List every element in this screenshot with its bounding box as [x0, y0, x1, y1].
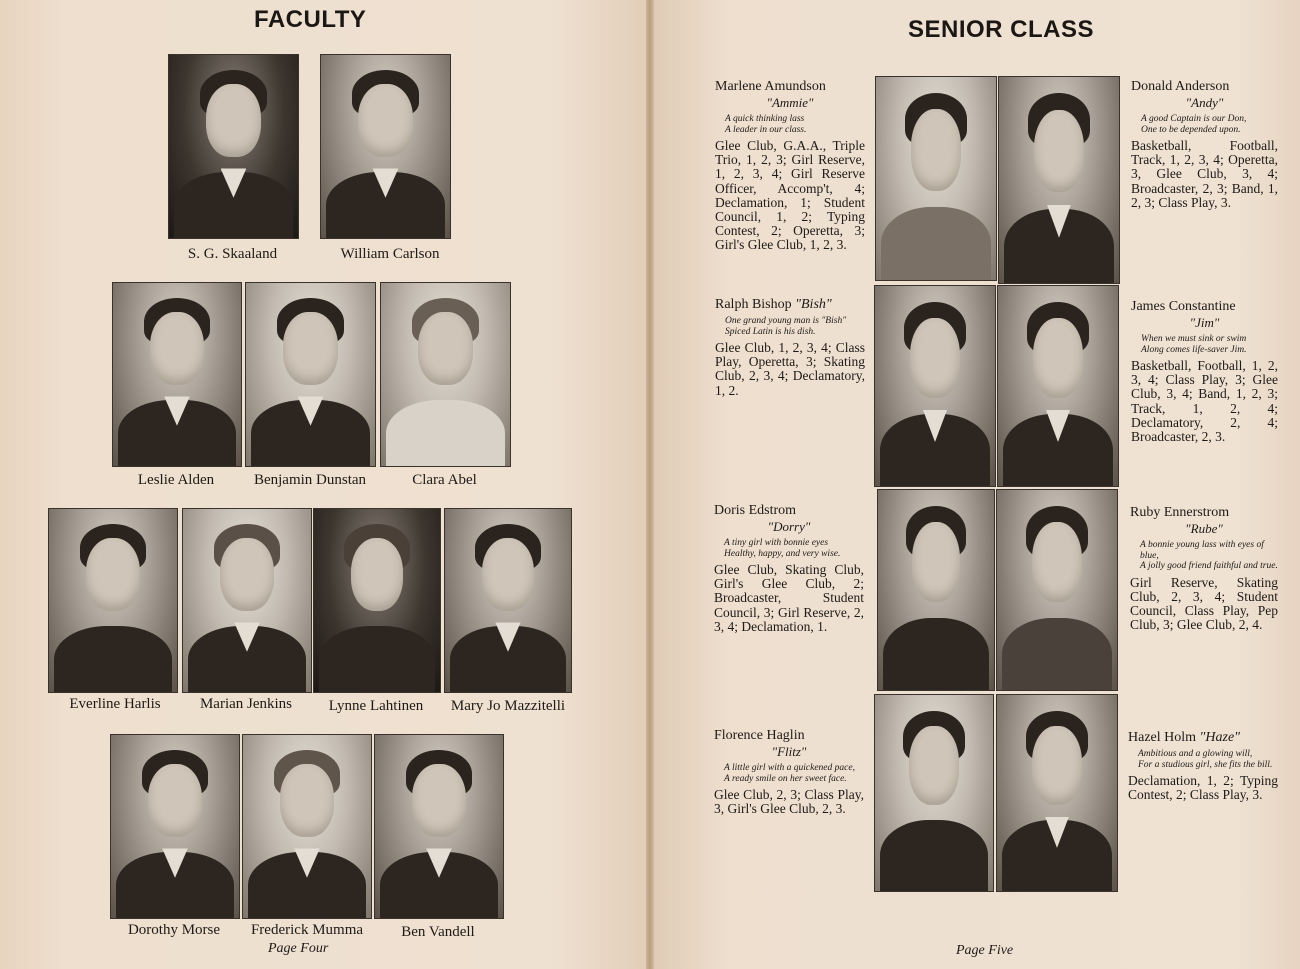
- faculty-portrait: [168, 54, 299, 239]
- senior-verse: One grand young man is "Bish" Spiced Latin is his dish.: [725, 316, 847, 337]
- faculty-name: Everline Harlis: [69, 696, 161, 712]
- faculty-portrait: [48, 508, 178, 693]
- faculty-portrait: [110, 734, 240, 919]
- senior-portrait: [874, 285, 996, 487]
- faculty-name: S. G. Skaaland: [187, 246, 278, 262]
- faculty-name: Marian Jenkins: [199, 696, 293, 712]
- senior-activities: Declamation, 1, 2; Typing Contest, 2; Class Play, 3.: [1128, 773, 1278, 803]
- senior-activities: Glee Club, 2, 3; Class Play, 3, Girl's Glee Club, 2, 3.: [714, 787, 864, 817]
- faculty-name: Mary Jo Mazzitelli: [450, 698, 566, 714]
- faculty-portrait: [112, 282, 242, 467]
- faculty-portrait: [242, 734, 372, 919]
- senior-verse: A bonnie young lass with eyes of blue, A jolly good friend faithful and true.: [1140, 540, 1278, 571]
- faculty-name: Ben Vandell: [401, 924, 475, 940]
- senior-name: Hazel Holm "Haze": [1128, 730, 1241, 745]
- senior-nickname: "Rube": [1185, 521, 1223, 536]
- senior-entry: [715, 296, 865, 398]
- senior-nickname: "Jim": [1189, 315, 1220, 330]
- senior-verse: A quick thinking lass A leader in our class.: [725, 114, 807, 135]
- senior-entry: [1128, 729, 1278, 802]
- faculty-name: Lynne Lahtinen: [328, 698, 424, 714]
- senior-portrait: [877, 489, 995, 691]
- senior-activities: Glee Club, Skating Club, Girl's Glee Club, 2; Broadcaster, Student Council, 3; Girl Reserve, 2, 3, 4; Declamation, 1.: [714, 562, 864, 634]
- senior-nickname: "Andy": [1185, 95, 1224, 110]
- faculty-name: Frederick Mumma: [250, 922, 364, 938]
- senior-verse: A good Captain is our Don, One to be depended upon.: [1141, 114, 1247, 135]
- senior-portrait: [874, 694, 994, 892]
- senior-name: Marlene Amundson: [715, 79, 826, 94]
- senior-nickname: "Flitz": [771, 744, 807, 759]
- faculty-name: Benjamin Dunstan: [253, 472, 367, 488]
- senior-portrait: [998, 76, 1120, 284]
- faculty-portrait: [380, 282, 511, 467]
- faculty-name: William Carlson: [340, 246, 440, 262]
- senior-verse: A tiny girl with bonnie eyes Healthy, happy, and very wise.: [724, 538, 841, 559]
- senior-activities: Glee Club, G.A.A., Triple Trio, 1, 2, 3; Girl Reserve, 1, 2, 3, 4; Girl Reserve Officer, Accomp't, 4; Declamation, 1; Student Council, 1, 2; Typing Contest, 2; Operetta, 3; Girl's Glee Club, 1, 2, 3.: [715, 138, 865, 253]
- senior-nickname: "Ammie": [766, 95, 814, 110]
- senior-verse: When we must sink or swim Along comes life-saver Jim.: [1141, 334, 1247, 355]
- senior-verse: A little girl with a quickened pace, A ready smile on her sweet face.: [724, 763, 855, 784]
- senior-nickname: "Dorry": [767, 519, 811, 534]
- page-number-left: Page Four: [268, 941, 329, 956]
- senior-entry: [1130, 504, 1278, 632]
- senior-activities: Glee Club, 1, 2, 3, 4; Class Play, Operetta, 3; Skating Club, 2, 3, 4; Declamatory, 1, 2.: [715, 340, 865, 398]
- senior-activities: Basketball, Football, Track, 1, 2, 3, 4; Operetta, 3, Glee Club, 3, 4; Broadcaster, 2, 3; Band, 1, 2, 3; Class Play, 3.: [1131, 138, 1278, 210]
- faculty-portrait: [444, 508, 572, 693]
- senior-name: Ralph Bishop "Bish": [715, 297, 832, 312]
- faculty-portrait: [182, 508, 312, 693]
- senior-portrait: [996, 489, 1118, 691]
- faculty-name: Clara Abel: [412, 472, 477, 488]
- senior-activities: Girl Reserve, Skating Club, 2, 3, 4; Student Council, Class Play, Pep Club, 3; Glee Club, 2, 4.: [1130, 574, 1278, 633]
- senior-portrait: [996, 694, 1118, 892]
- faculty-name: Leslie Alden: [137, 472, 215, 488]
- faculty-portrait: [313, 508, 441, 693]
- senior-name: Doris Edstrom: [714, 503, 797, 518]
- senior-portrait: [997, 285, 1119, 487]
- faculty-heading: FACULTY: [254, 6, 367, 33]
- senior-entry: [1131, 298, 1278, 444]
- senior-name: Ruby Ennerstrom: [1130, 505, 1230, 520]
- senior-name: James Constantine: [1131, 299, 1236, 314]
- faculty-portrait: [320, 54, 451, 239]
- faculty-portrait: [245, 282, 376, 467]
- senior-entry: [714, 727, 864, 816]
- faculty-portrait: [374, 734, 504, 919]
- senior-name: Florence Haglin: [714, 728, 805, 743]
- senior-class-heading: SENIOR CLASS: [908, 16, 1095, 43]
- senior-entry: [715, 78, 865, 253]
- senior-entry: [714, 502, 864, 634]
- senior-portrait: [875, 76, 997, 281]
- faculty-name: Dorothy Morse: [127, 922, 221, 938]
- senior-entry: [1131, 78, 1278, 210]
- senior-activities: Basketball, Football, 1, 2, 3, 4; Class Play, 3; Glee Club, 3, 4; Band, 1, 2, 3; Track, 1, 2, 4; Declamatory, 2, 4; Broadcaster, 2, 3.: [1131, 358, 1278, 445]
- page-number-right: Page Five: [956, 943, 1014, 958]
- senior-name: Donald Anderson: [1131, 79, 1230, 94]
- senior-verse: Ambitious and a glowing will, For a studious girl, she fits the bill.: [1138, 749, 1273, 770]
- book-gutter: [646, 0, 654, 969]
